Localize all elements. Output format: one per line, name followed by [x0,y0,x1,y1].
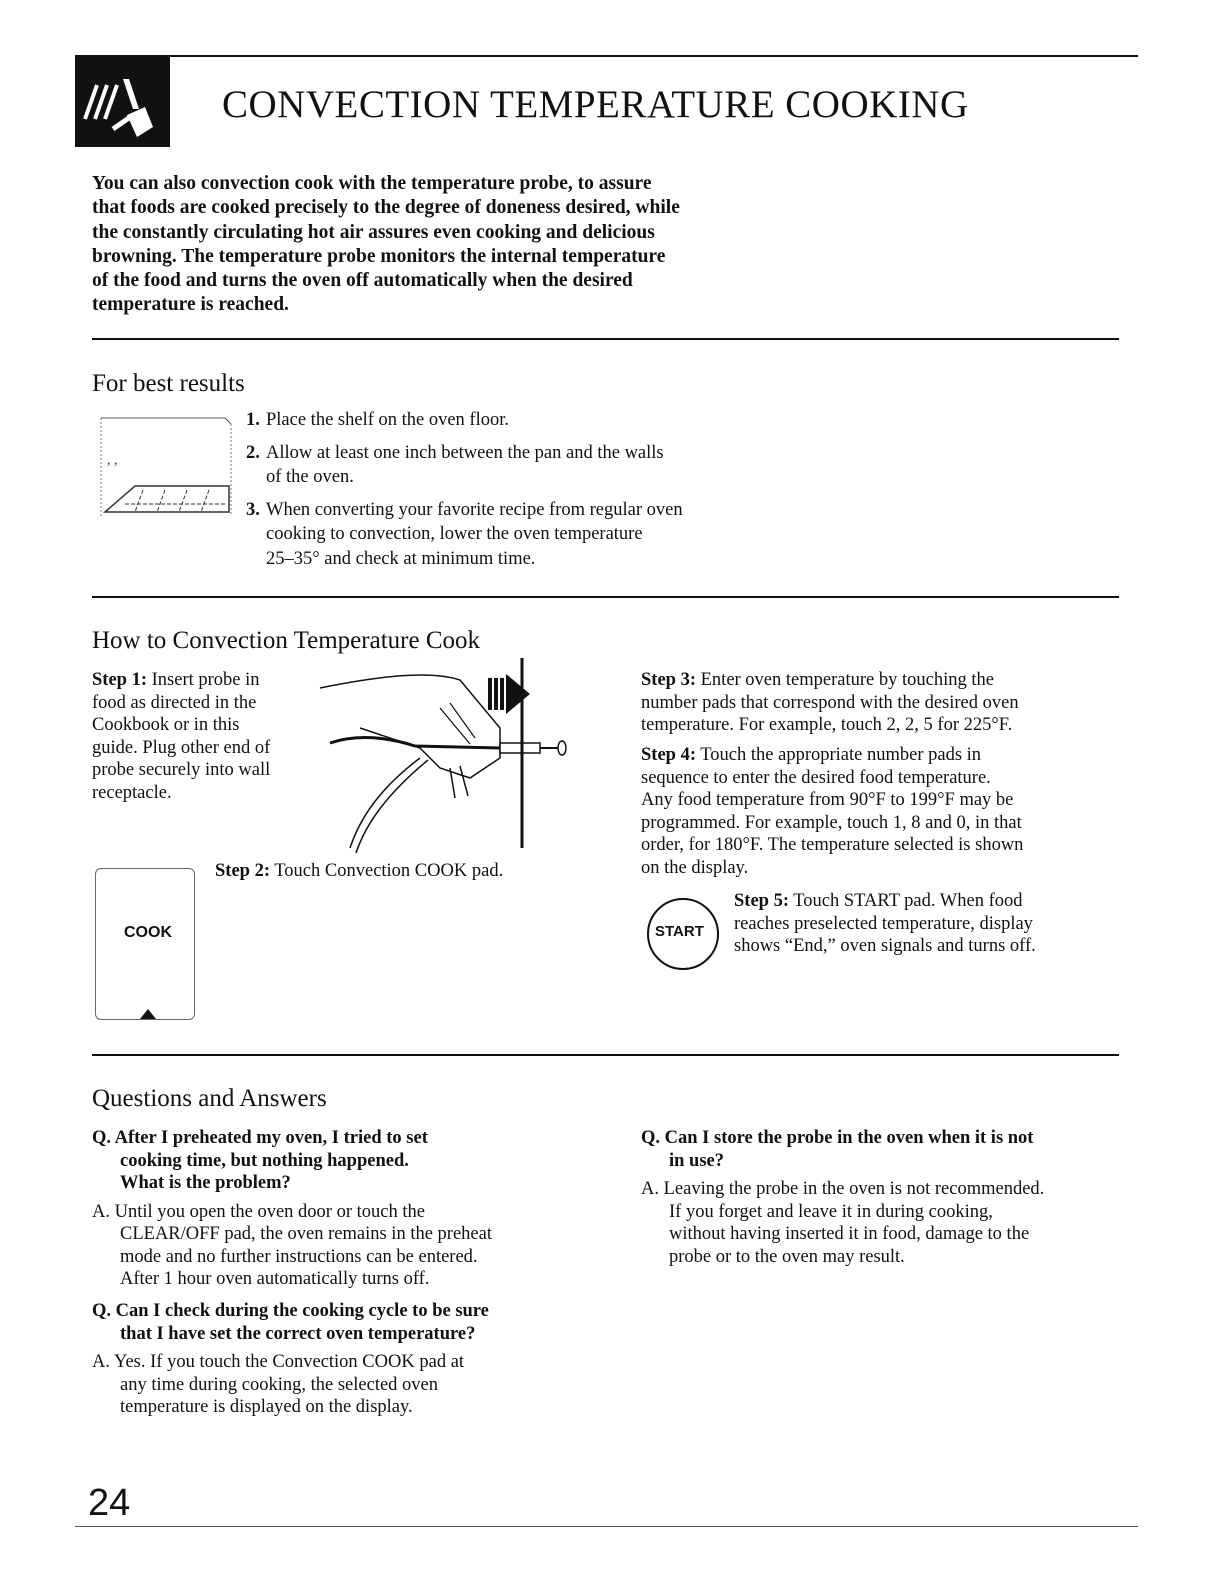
tip-continuation: 25–35° and check at minimum time. [266,548,536,569]
step-label: Step 4: [641,745,696,765]
step-1: Step 1: Insert probe in food as directed in the Cookbook or in this guide. Plug other end of probe securely into wall receptacle. [92,670,271,803]
step-4: Step 4: Touch the appropriate number pads in sequence to enter the desired food temperature. Any food temperature from 90°F to 199°F may be programmed. For example, touch 1, 8 and 0, in that order, for 180°F. The temperature selected is shown on the display. [641,745,1024,878]
tip-continuation: cooking to convection, lower the oven temperature [266,524,643,544]
page-number: 24 [88,1482,131,1524]
page-title: CONVECTION TEMPERATURE COOKING [222,83,969,126]
header-top-rule [75,55,1138,57]
intro-line: of the food and turns the oven off automatically when the desired [92,270,633,292]
step-5: Step 5: Touch START pad. When food reaches preselected temperature, display shows “End,” oven signals and turns off. [734,891,1036,957]
a-prefix: A. [641,1179,659,1199]
qa-heading: Questions and Answers [92,1085,327,1112]
tip-continuation: of the oven. [266,467,354,487]
start-pad-label: START [655,923,704,940]
qa-item: Q. After I preheated my oven, I tried to set cooking time, but nothing happened. What is the problem? A. Until you open the oven door or touch the CLEAR/OFF pad, the oven remains in the preheat mode and no further instructions can be entered. After 1 hour oven automatically turns off. [92,1128,492,1289]
svg-text:, ,: , , [107,453,118,468]
tip-item: 1. Place the shelf on the oven floor. [246,410,510,430]
q-prefix: Q. [641,1128,661,1148]
intro-line: the constantly circulating hot air assures even cooking and delicious [92,221,655,243]
best-results-heading: For best results [92,370,245,397]
probe-insert-illustration [300,648,580,858]
intro-line: that foods are cooked precisely to the degree of doneness desired, while [92,197,680,219]
oven-shelf-illustration [95,412,237,522]
step-label: Step 5: [734,891,789,911]
step-label: Step 2: [215,861,270,881]
section-divider [92,338,1119,340]
intro-line: browning. The temperature probe monitors the internal temperature [92,245,666,267]
intro-line: You can also convection cook with the temperature probe, to assure [92,173,652,194]
tip-list [246,408,683,571]
a-prefix: A. [92,1201,110,1222]
section-divider [92,1054,1119,1056]
cook-pad-label: COOK [124,924,172,941]
intro-paragraph [92,172,792,318]
a-prefix: A. [92,1352,110,1372]
intro-line: temperature is reached. [92,294,289,316]
step-3: Step 3: Enter oven temperature by touching the number pads that correspond with the desired oven temperature. For example, touch 2, 2, 5 for 225°F. [641,670,1019,736]
section-divider [92,596,1119,598]
convection-fan-icon [75,57,170,147]
qa-item: Q. Can I check during the cooking cycle to be sure that I have set the correct oven temperature? A. Yes. If you touch the Convection COOK pad at any time during cooking, the selected oven temperature is displayed on the display. [92,1301,489,1417]
tip-item: 2. Allow at least one inch between the pan and the walls [246,442,664,463]
qa-item: Q. Can I store the probe in the oven when it is not in use? A. Leaving the probe in the oven is not recommended. If you forget and leave it in during cooking, without having inserted it in food, damage to the probe or to the oven may result. [641,1128,1045,1267]
cook-pad[interactable] [95,868,195,1020]
footer-rule [75,1526,1138,1527]
how-to-heading: How to Convection Temperature Cook [92,627,480,654]
triangle-up-icon [96,869,194,1019]
step-label: Step 3: [641,670,696,690]
q-prefix: Q. [92,1128,112,1148]
step-2: Step 2: Touch Convection COOK pad. [215,861,504,881]
tip-item: 3. When converting your favorite recipe from regular oven [246,499,683,520]
q-prefix: Q. [92,1301,112,1321]
header-badge [75,57,170,147]
step-label: Step 1: [92,670,147,690]
